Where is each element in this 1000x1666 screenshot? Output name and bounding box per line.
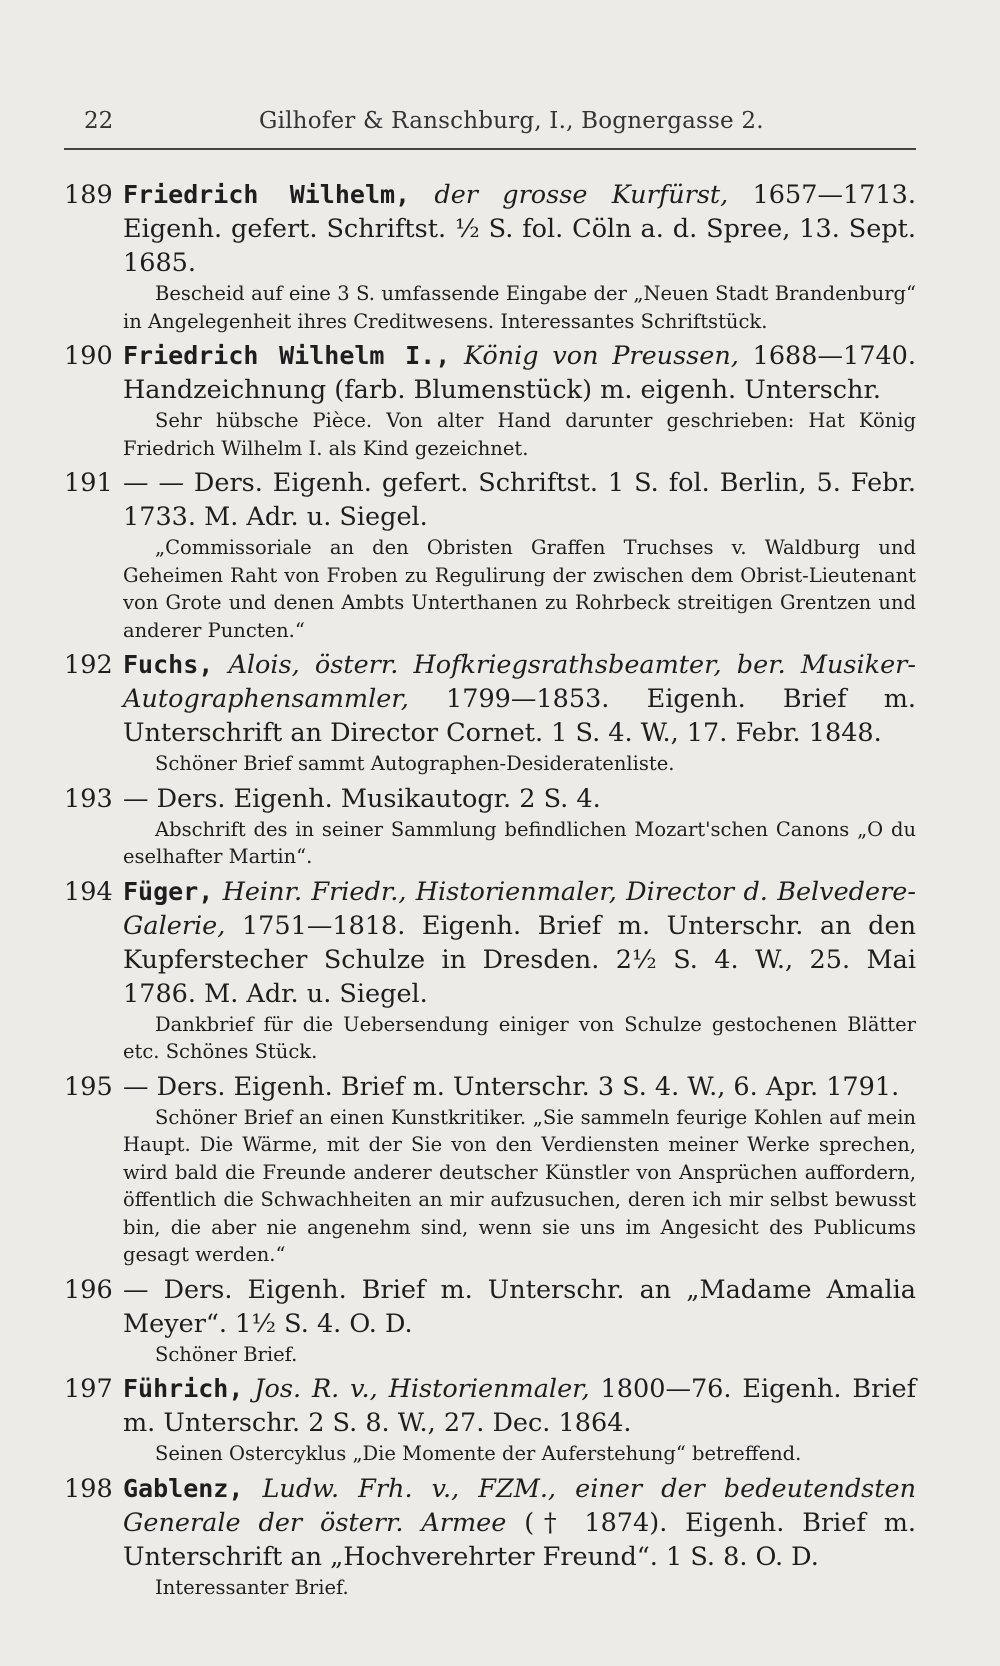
catalog-entry <box>64 178 916 335</box>
entry-name: Friedrich Wilhelm, <box>123 180 411 209</box>
catalog-entry <box>64 466 916 644</box>
entry-heading <box>64 1472 916 1574</box>
catalog-entry <box>64 1372 916 1468</box>
entry-number: 190 <box>64 341 113 371</box>
entry-details: — Ders. Eigenh. Musikautogr. 2 S. 4. <box>123 783 601 814</box>
entry-details: († 1874). Eigenh. Brief m. Unterschrift an „Hochverehrter Freund“. 1 S. 8. O. D. <box>123 1507 916 1572</box>
entry-name: Friedrich Wilhelm I., <box>123 341 451 370</box>
catalog-entry <box>64 782 916 871</box>
entry-number: 189 <box>64 180 113 210</box>
entry-note: Schöner Brief. <box>155 1342 298 1366</box>
entry-description: Ludw. Frh. v., FZM., einer der bedeutendsten Generale der österr. Armee <box>123 1473 916 1538</box>
catalog-entry <box>64 648 916 778</box>
entry-heading <box>64 466 916 534</box>
catalog-entry <box>64 875 916 1066</box>
running-header <box>84 108 916 148</box>
header-title: Gilhofer & Ranschburg, I., Bognergasse 2. <box>259 108 764 134</box>
entry-description: König von Preussen, <box>450 341 739 371</box>
entry-details: — — Ders. Eigenh. gefert. Schriftst. 1 S. fol. Berlin, 5. Febr. 1733. M. Adr. u. Siegel. <box>123 468 916 532</box>
entry-number: 198 <box>64 1473 113 1504</box>
entry-number: 197 <box>64 1374 113 1404</box>
entry-note: „Commissoriale an den Obristen Graffen Truchses v. Waldburg und Geheimen Raht von Froben zu Regulirung der zwischen dem Obrist-Lieutenant von Grote und denen Ambts Unterthanen zu Rohrbeck streitigen Grentzen und anderer Puncten.“ <box>123 536 916 642</box>
entry-details: 1751—1818. Eigenh. Brief m. Unterschr. an den Kupferstecher Schulze in Dresden. 2½ S. 4. W., 25. Mai 1786. M. Adr. u. Siegel. <box>123 910 916 1009</box>
entry-number: 191 <box>64 468 113 498</box>
entry-number: 194 <box>64 876 113 907</box>
entry-heading <box>64 875 916 1011</box>
entry-details: 1657—1713. Eigenh. gefert. Schriftst. ½ S. fol. Cöln a. d. Spree, 13. Sept. 1685. <box>123 180 916 278</box>
catalog-entry <box>64 1070 916 1269</box>
page-number: 22 <box>84 108 114 134</box>
entry-note: Interessanter Brief. <box>155 1575 349 1599</box>
entry-name: Führich, <box>123 1374 244 1403</box>
catalog-entry <box>64 1472 916 1602</box>
entry-name: Fuchs, <box>123 650 214 679</box>
entry-heading <box>64 339 916 407</box>
entry-details: 1800—76. Eigenh. Brief m. Unterschr. 2 S. 8. W., 27. Dec. 1864. <box>123 1374 917 1438</box>
entry-details: 1688—1740. Handzeichnung (farb. Blumenstück) m. eigenh. Unterschr. <box>123 341 916 405</box>
entry-description: Heinr. Friedr., Historienmaler, Director d. Belvedere-Galerie, <box>123 876 916 941</box>
entry-number: 192 <box>64 650 113 680</box>
entry-note: Schöner Brief sammt Autographen-Desideratenliste. <box>155 752 675 775</box>
entry-note: Seinen Ostercyklus „Die Momente der Auferstehung“ betreffend. <box>155 1442 802 1465</box>
entry-number: 193 <box>64 783 113 814</box>
entry-details: 1799—1853. Eigenh. Brief m. Unterschrift an Director Cornet. 1 S. 4. W., 17. Febr. 1848. <box>123 684 916 748</box>
entry-details: — Ders. Eigenh. Brief m. Unterschr. 3 S. 4. W., 6. Apr. 1791. <box>123 1071 900 1102</box>
entry-number: 196 <box>64 1274 113 1305</box>
entry-description: der grosse Kurfürst, <box>410 180 729 210</box>
catalog-entry <box>64 339 916 462</box>
entry-note: Sehr hübsche Pièce. Von alter Hand darunter geschrieben: Hat König Friedrich Wilhelm I. als Kind gezeichnet. <box>123 409 916 460</box>
entry-note: Schöner Brief an einen Kunstkritiker. „Sie sammeln feurige Kohlen auf mein Haupt. Die Wärme, mit der Sie von den Verdiensten meiner Werke sprechen, wird bald die Freunde anderer deutscher Künstler von Ansprüchen auffordern, öffentlich die Schwachheiten an mir aufzusuchen, deren ich mir selbst bewusst bin, die aber nie angenehm sind, wenn sie uns im Angesicht des Publicums gesagt werden.“ <box>123 1105 916 1266</box>
entry-heading <box>64 1070 916 1104</box>
entry-name: Füger, <box>123 876 214 906</box>
entry-heading <box>64 782 916 816</box>
entry-note: Dankbrief für die Uebersendung einiger von Schulze gestochenen Blätter etc. Schönes Stück. <box>123 1012 916 1063</box>
entry-description: Jos. R. v., Historienmaler, <box>243 1374 590 1404</box>
entry-heading <box>64 1372 916 1440</box>
entry-note: Bescheid auf eine 3 S. umfassende Eingabe der „Neuen Stadt Brandenburg“ in Angelegenheit ihres Creditwesens. Interessantes Schriftstück. <box>123 282 916 333</box>
entry-note: Abschrift des in seiner Sammlung befindlichen Mozart'schen Canons „O du eselhafter Martin“. <box>123 817 916 868</box>
entry-heading <box>64 178 916 280</box>
entry-heading <box>64 1273 916 1341</box>
entry-name: Gablenz, <box>123 1473 244 1503</box>
catalog-entry <box>64 1273 916 1369</box>
entry-number: 195 <box>64 1071 113 1102</box>
entry-description: Alois, österr. Hofkriegsrathsbeamter, ber. Musiker-Autographensammler, <box>123 650 916 714</box>
header-rule <box>64 148 916 150</box>
entry-heading <box>64 648 916 750</box>
catalog-entries <box>64 178 916 1605</box>
entry-details: — Ders. Eigenh. Brief m. Unterschr. an „Madame Amalia Meyer“. 1½ S. 4. O. D. <box>123 1274 916 1339</box>
